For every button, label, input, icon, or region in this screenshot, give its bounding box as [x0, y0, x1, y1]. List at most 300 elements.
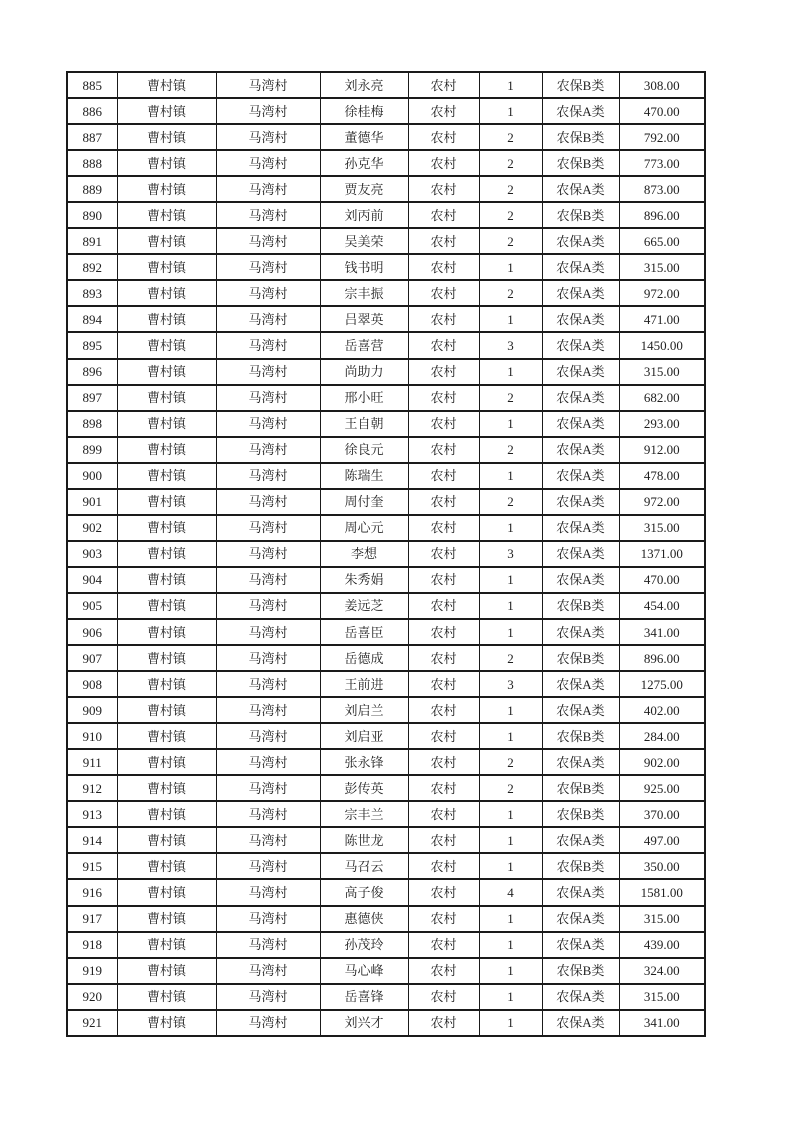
cell-seq: 913 [67, 801, 117, 827]
cell-category: 农保A类 [542, 827, 619, 853]
cell-category: 农保A类 [542, 98, 619, 124]
cell-seq: 917 [67, 906, 117, 932]
table-row [67, 202, 705, 228]
cell-residence: 农村 [408, 176, 479, 202]
cell-category: 农保B类 [542, 202, 619, 228]
cell-amount: 315.00 [619, 254, 705, 280]
table-row [67, 906, 705, 932]
table-row [67, 567, 705, 593]
cell-persons: 2 [479, 385, 542, 411]
cell-residence: 农村 [408, 801, 479, 827]
cell-seq: 897 [67, 385, 117, 411]
cell-persons: 3 [479, 541, 542, 567]
table-row [67, 932, 705, 958]
cell-seq: 915 [67, 853, 117, 879]
cell-name: 张永锋 [320, 749, 408, 775]
table-row [67, 489, 705, 515]
cell-residence: 农村 [408, 72, 479, 98]
table-row [67, 775, 705, 801]
cell-seq: 887 [67, 124, 117, 150]
cell-residence: 农村 [408, 202, 479, 228]
table-row [67, 645, 705, 671]
cell-residence: 农村 [408, 775, 479, 801]
cell-category: 农保A类 [542, 306, 619, 332]
cell-village: 马湾村 [216, 202, 320, 228]
cell-residence: 农村 [408, 385, 479, 411]
cell-name: 宗丰兰 [320, 801, 408, 827]
cell-name: 王前进 [320, 671, 408, 697]
cell-residence: 农村 [408, 853, 479, 879]
cell-amount: 497.00 [619, 827, 705, 853]
cell-name: 刘启兰 [320, 697, 408, 723]
cell-persons: 1 [479, 463, 542, 489]
cell-name: 刘兴才 [320, 1010, 408, 1036]
cell-category: 农保B类 [542, 801, 619, 827]
cell-amount: 293.00 [619, 411, 705, 437]
cell-seq: 920 [67, 984, 117, 1010]
cell-residence: 农村 [408, 1010, 479, 1036]
cell-name: 宗丰振 [320, 280, 408, 306]
cell-seq: 902 [67, 515, 117, 541]
cell-residence: 农村 [408, 515, 479, 541]
cell-amount: 925.00 [619, 775, 705, 801]
cell-persons: 1 [479, 359, 542, 385]
cell-seq: 914 [67, 827, 117, 853]
cell-amount: 315.00 [619, 359, 705, 385]
cell-persons: 1 [479, 411, 542, 437]
cell-town: 曹村镇 [117, 306, 216, 332]
cell-town: 曹村镇 [117, 879, 216, 905]
table-row [67, 176, 705, 202]
cell-village: 马湾村 [216, 593, 320, 619]
cell-amount: 912.00 [619, 437, 705, 463]
cell-persons: 1 [479, 72, 542, 98]
cell-village: 马湾村 [216, 463, 320, 489]
cell-persons: 1 [479, 906, 542, 932]
cell-village: 马湾村 [216, 515, 320, 541]
cell-category: 农保A类 [542, 254, 619, 280]
cell-residence: 农村 [408, 958, 479, 984]
cell-amount: 1275.00 [619, 671, 705, 697]
cell-town: 曹村镇 [117, 749, 216, 775]
cell-name: 徐桂梅 [320, 98, 408, 124]
cell-category: 农保A类 [542, 176, 619, 202]
cell-persons: 1 [479, 306, 542, 332]
cell-residence: 农村 [408, 723, 479, 749]
cell-persons: 1 [479, 619, 542, 645]
cell-town: 曹村镇 [117, 541, 216, 567]
cell-persons: 1 [479, 723, 542, 749]
cell-village: 马湾村 [216, 489, 320, 515]
cell-residence: 农村 [408, 489, 479, 515]
cell-category: 农保B类 [542, 723, 619, 749]
cell-persons: 2 [479, 150, 542, 176]
cell-category: 农保A类 [542, 332, 619, 358]
table-row [67, 254, 705, 280]
cell-village: 马湾村 [216, 254, 320, 280]
table-row [67, 801, 705, 827]
cell-name: 刘永亮 [320, 72, 408, 98]
cell-seq: 895 [67, 332, 117, 358]
cell-category: 农保A类 [542, 359, 619, 385]
cell-category: 农保A类 [542, 984, 619, 1010]
cell-seq: 919 [67, 958, 117, 984]
cell-town: 曹村镇 [117, 515, 216, 541]
cell-village: 马湾村 [216, 932, 320, 958]
cell-residence: 农村 [408, 306, 479, 332]
table-row [67, 228, 705, 254]
cell-residence: 农村 [408, 671, 479, 697]
cell-persons: 1 [479, 827, 542, 853]
cell-name: 王自朝 [320, 411, 408, 437]
cell-village: 马湾村 [216, 775, 320, 801]
cell-persons: 1 [479, 853, 542, 879]
cell-persons: 1 [479, 567, 542, 593]
table-row [67, 671, 705, 697]
cell-persons: 4 [479, 879, 542, 905]
cell-amount: 1450.00 [619, 332, 705, 358]
cell-amount: 665.00 [619, 228, 705, 254]
cell-persons: 1 [479, 254, 542, 280]
cell-category: 农保B类 [542, 124, 619, 150]
cell-village: 马湾村 [216, 723, 320, 749]
cell-seq: 909 [67, 697, 117, 723]
cell-category: 农保A类 [542, 228, 619, 254]
cell-category: 农保B类 [542, 775, 619, 801]
cell-seq: 916 [67, 879, 117, 905]
cell-seq: 898 [67, 411, 117, 437]
cell-town: 曹村镇 [117, 619, 216, 645]
cell-town: 曹村镇 [117, 280, 216, 306]
table-row [67, 541, 705, 567]
cell-seq: 906 [67, 619, 117, 645]
table-row [67, 853, 705, 879]
cell-persons: 2 [479, 228, 542, 254]
cell-town: 曹村镇 [117, 697, 216, 723]
cell-seq: 894 [67, 306, 117, 332]
cell-seq: 900 [67, 463, 117, 489]
cell-name: 马召云 [320, 853, 408, 879]
cell-village: 马湾村 [216, 853, 320, 879]
table-row [67, 306, 705, 332]
cell-residence: 农村 [408, 437, 479, 463]
cell-category: 农保A类 [542, 280, 619, 306]
cell-town: 曹村镇 [117, 593, 216, 619]
cell-amount: 471.00 [619, 306, 705, 332]
cell-amount: 1371.00 [619, 541, 705, 567]
cell-town: 曹村镇 [117, 827, 216, 853]
cell-category: 农保B类 [542, 958, 619, 984]
cell-persons: 1 [479, 932, 542, 958]
cell-village: 马湾村 [216, 150, 320, 176]
table-row [67, 697, 705, 723]
cell-seq: 899 [67, 437, 117, 463]
table-row [67, 124, 705, 150]
cell-town: 曹村镇 [117, 202, 216, 228]
cell-residence: 农村 [408, 749, 479, 775]
cell-persons: 2 [479, 437, 542, 463]
cell-name: 惠德侠 [320, 906, 408, 932]
cell-seq: 911 [67, 749, 117, 775]
cell-name: 孙茂玲 [320, 932, 408, 958]
table-row [67, 827, 705, 853]
cell-amount: 1581.00 [619, 879, 705, 905]
cell-amount: 315.00 [619, 984, 705, 1010]
cell-village: 马湾村 [216, 827, 320, 853]
cell-village: 马湾村 [216, 359, 320, 385]
cell-town: 曹村镇 [117, 124, 216, 150]
cell-amount: 308.00 [619, 72, 705, 98]
cell-amount: 439.00 [619, 932, 705, 958]
cell-village: 马湾村 [216, 411, 320, 437]
cell-village: 马湾村 [216, 645, 320, 671]
cell-category: 农保A类 [542, 1010, 619, 1036]
cell-name: 岳德成 [320, 645, 408, 671]
table-row [67, 515, 705, 541]
cell-amount: 896.00 [619, 645, 705, 671]
cell-amount: 902.00 [619, 749, 705, 775]
cell-village: 马湾村 [216, 72, 320, 98]
table-row [67, 332, 705, 358]
cell-village: 马湾村 [216, 697, 320, 723]
cell-seq: 888 [67, 150, 117, 176]
cell-residence: 农村 [408, 593, 479, 619]
cell-amount: 470.00 [619, 98, 705, 124]
cell-village: 马湾村 [216, 437, 320, 463]
record-table [66, 71, 706, 1037]
table-row [67, 619, 705, 645]
cell-persons: 1 [479, 515, 542, 541]
table-row [67, 879, 705, 905]
cell-amount: 792.00 [619, 124, 705, 150]
cell-town: 曹村镇 [117, 228, 216, 254]
cell-name: 岳喜锋 [320, 984, 408, 1010]
table-row [67, 749, 705, 775]
cell-persons: 3 [479, 332, 542, 358]
cell-name: 贾友亮 [320, 176, 408, 202]
cell-persons: 2 [479, 202, 542, 228]
cell-town: 曹村镇 [117, 150, 216, 176]
table-row [67, 723, 705, 749]
cell-persons: 1 [479, 958, 542, 984]
cell-persons: 2 [479, 489, 542, 515]
table-row [67, 958, 705, 984]
cell-category: 农保B类 [542, 150, 619, 176]
cell-residence: 农村 [408, 984, 479, 1010]
cell-category: 农保A类 [542, 437, 619, 463]
cell-amount: 896.00 [619, 202, 705, 228]
cell-name: 董德华 [320, 124, 408, 150]
cell-town: 曹村镇 [117, 176, 216, 202]
cell-village: 马湾村 [216, 619, 320, 645]
cell-town: 曹村镇 [117, 385, 216, 411]
cell-seq: 896 [67, 359, 117, 385]
cell-category: 农保A类 [542, 671, 619, 697]
cell-amount: 284.00 [619, 723, 705, 749]
cell-persons: 1 [479, 98, 542, 124]
cell-category: 农保B类 [542, 645, 619, 671]
cell-seq: 912 [67, 775, 117, 801]
cell-category: 农保A类 [542, 697, 619, 723]
table-row [67, 984, 705, 1010]
cell-village: 马湾村 [216, 280, 320, 306]
cell-seq: 903 [67, 541, 117, 567]
cell-name: 高子俊 [320, 879, 408, 905]
cell-name: 李想 [320, 541, 408, 567]
cell-seq: 904 [67, 567, 117, 593]
cell-seq: 921 [67, 1010, 117, 1036]
cell-persons: 1 [479, 593, 542, 619]
cell-village: 马湾村 [216, 749, 320, 775]
cell-seq: 892 [67, 254, 117, 280]
table-row [67, 1010, 705, 1036]
cell-seq: 890 [67, 202, 117, 228]
cell-village: 马湾村 [216, 671, 320, 697]
cell-town: 曹村镇 [117, 1010, 216, 1036]
cell-village: 马湾村 [216, 385, 320, 411]
record-table-body [67, 72, 705, 1036]
cell-residence: 农村 [408, 411, 479, 437]
cell-category: 农保B类 [542, 593, 619, 619]
cell-amount: 402.00 [619, 697, 705, 723]
cell-category: 农保A类 [542, 749, 619, 775]
cell-town: 曹村镇 [117, 98, 216, 124]
cell-village: 马湾村 [216, 984, 320, 1010]
cell-seq: 907 [67, 645, 117, 671]
cell-residence: 农村 [408, 228, 479, 254]
cell-town: 曹村镇 [117, 801, 216, 827]
cell-town: 曹村镇 [117, 906, 216, 932]
cell-persons: 1 [479, 1010, 542, 1036]
cell-seq: 889 [67, 176, 117, 202]
cell-name: 钱书明 [320, 254, 408, 280]
cell-amount: 873.00 [619, 176, 705, 202]
cell-persons: 1 [479, 984, 542, 1010]
cell-name: 陈瑞生 [320, 463, 408, 489]
cell-village: 马湾村 [216, 1010, 320, 1036]
cell-name: 吕翠英 [320, 306, 408, 332]
cell-category: 农保A类 [542, 541, 619, 567]
cell-name: 岳喜臣 [320, 619, 408, 645]
cell-name: 岳喜营 [320, 332, 408, 358]
cell-residence: 农村 [408, 879, 479, 905]
cell-name: 尚助力 [320, 359, 408, 385]
cell-name: 刘丙前 [320, 202, 408, 228]
cell-category: 农保A类 [542, 879, 619, 905]
cell-name: 朱秀娟 [320, 567, 408, 593]
cell-amount: 350.00 [619, 853, 705, 879]
cell-town: 曹村镇 [117, 645, 216, 671]
cell-persons: 1 [479, 801, 542, 827]
cell-amount: 324.00 [619, 958, 705, 984]
cell-residence: 农村 [408, 827, 479, 853]
cell-name: 马心峰 [320, 958, 408, 984]
table-row [67, 463, 705, 489]
cell-persons: 3 [479, 671, 542, 697]
cell-town: 曹村镇 [117, 853, 216, 879]
cell-village: 马湾村 [216, 541, 320, 567]
cell-residence: 农村 [408, 150, 479, 176]
cell-seq: 886 [67, 98, 117, 124]
cell-seq: 893 [67, 280, 117, 306]
cell-name: 孙克华 [320, 150, 408, 176]
cell-name: 陈世龙 [320, 827, 408, 853]
cell-residence: 农村 [408, 98, 479, 124]
cell-category: 农保A类 [542, 619, 619, 645]
cell-category: 农保A类 [542, 489, 619, 515]
table-row [67, 359, 705, 385]
table-row [67, 98, 705, 124]
cell-category: 农保A类 [542, 906, 619, 932]
cell-category: 农保A类 [542, 385, 619, 411]
cell-village: 马湾村 [216, 124, 320, 150]
cell-category: 农保A类 [542, 932, 619, 958]
cell-village: 马湾村 [216, 306, 320, 332]
cell-persons: 2 [479, 645, 542, 671]
cell-persons: 2 [479, 749, 542, 775]
cell-residence: 农村 [408, 697, 479, 723]
cell-name: 吴美荣 [320, 228, 408, 254]
cell-amount: 315.00 [619, 515, 705, 541]
cell-village: 马湾村 [216, 958, 320, 984]
cell-residence: 农村 [408, 254, 479, 280]
table-row [67, 411, 705, 437]
cell-category: 农保A类 [542, 463, 619, 489]
cell-amount: 972.00 [619, 489, 705, 515]
cell-name: 刘启亚 [320, 723, 408, 749]
cell-residence: 农村 [408, 541, 479, 567]
cell-seq: 908 [67, 671, 117, 697]
cell-town: 曹村镇 [117, 671, 216, 697]
cell-amount: 341.00 [619, 1010, 705, 1036]
cell-seq: 885 [67, 72, 117, 98]
cell-town: 曹村镇 [117, 489, 216, 515]
table-row [67, 280, 705, 306]
cell-amount: 478.00 [619, 463, 705, 489]
cell-residence: 农村 [408, 567, 479, 593]
cell-amount: 773.00 [619, 150, 705, 176]
table-row [67, 437, 705, 463]
table-row [67, 385, 705, 411]
table-row [67, 150, 705, 176]
cell-persons: 2 [479, 775, 542, 801]
cell-name: 彭传英 [320, 775, 408, 801]
cell-amount: 972.00 [619, 280, 705, 306]
cell-amount: 454.00 [619, 593, 705, 619]
cell-town: 曹村镇 [117, 437, 216, 463]
cell-category: 农保A类 [542, 567, 619, 593]
cell-village: 马湾村 [216, 228, 320, 254]
cell-village: 马湾村 [216, 98, 320, 124]
cell-name: 周付奎 [320, 489, 408, 515]
cell-category: 农保A类 [542, 515, 619, 541]
cell-name: 邢小旺 [320, 385, 408, 411]
cell-town: 曹村镇 [117, 984, 216, 1010]
cell-residence: 农村 [408, 359, 479, 385]
cell-residence: 农村 [408, 463, 479, 489]
cell-residence: 农村 [408, 124, 479, 150]
cell-seq: 910 [67, 723, 117, 749]
cell-town: 曹村镇 [117, 359, 216, 385]
cell-town: 曹村镇 [117, 958, 216, 984]
cell-category: 农保A类 [542, 411, 619, 437]
cell-residence: 农村 [408, 280, 479, 306]
cell-town: 曹村镇 [117, 567, 216, 593]
cell-town: 曹村镇 [117, 775, 216, 801]
cell-amount: 682.00 [619, 385, 705, 411]
cell-category: 农保B类 [542, 853, 619, 879]
cell-town: 曹村镇 [117, 254, 216, 280]
